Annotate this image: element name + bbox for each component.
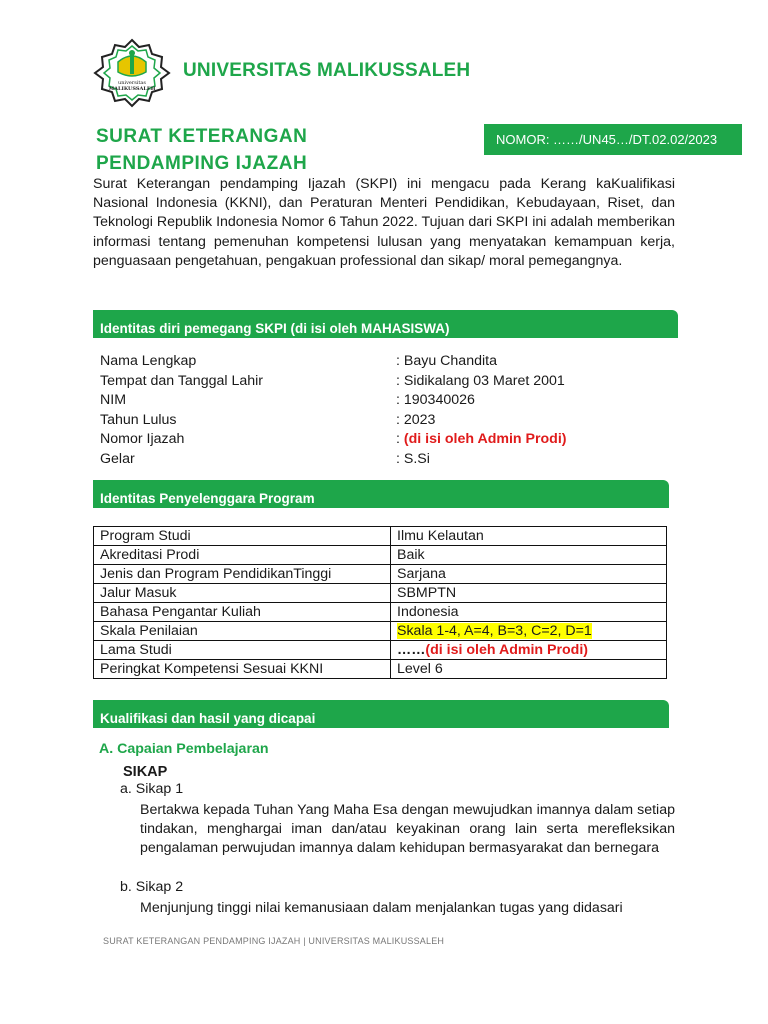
row-value: : Sidikalang 03 Maret 2001 [396,372,565,389]
document-title [96,123,307,177]
table-row [100,373,567,393]
svg-text:MALIKUSSALEH: MALIKUSSALEH [108,86,156,92]
table-row [94,603,667,622]
grading-scale-highlight: Skala 1-4, A=4, B=3, C=2, D=1 [397,623,592,639]
university-logo [92,38,172,108]
sikap-item-text: Menjunjung tinggi nilai kemanusiaan dalam menjalankan tugas yang didasari [140,900,623,916]
admin-note: (di isi oleh Admin Prodi) [425,642,589,658]
table-row [100,431,567,451]
table-row [94,660,667,679]
table-row [100,451,567,471]
table-row [100,412,567,432]
row-label: Nama Lengkap [100,353,197,369]
row-label: Tempat dan Tanggal Lahir [100,372,264,389]
sikap-item-label: a. Sikap 1 [120,781,184,797]
row-value: SBMPTN [391,584,667,603]
row-label: Jenis dan Program PendidikanTinggi [94,565,391,584]
table-row [94,527,667,546]
row-label: Akreditasi Prodi [94,546,391,565]
university-name: UNIVERSITAS MALIKUSSALEH [183,60,471,81]
row-value [391,622,667,641]
row-label: Program Studi [94,527,391,546]
page-footer: SURAT KETERANGAN PENDAMPING IJAZAH | UNIVERSITAS MALIKUSSALEH [103,936,445,946]
svg-text:universitas: universitas [118,80,146,86]
section-header-identity: Identitas diri pemegang SKPI (di isi oleh MAHASISWA) [93,310,678,338]
row-label: Peringkat Kompetensi Sesuai KKNI [94,660,391,679]
colon: : [396,431,404,448]
row-label: Skala Penilaian [94,622,391,641]
row-label: Tahun Lulus [100,411,177,428]
sikap-heading: SIKAP [123,764,168,780]
table-row [94,584,667,603]
row-value: : 190340026 [396,392,475,409]
table-row [94,641,667,660]
row-value: Level 6 [391,660,667,679]
subsection-learning-outcomes: A. Capaian Pembelajaran [99,741,269,757]
title-line-2: PENDAMPING IJAZAH [96,153,308,174]
sikap-item-text: Bertakwa kepada Tuhan Yang Maha Esa dengan mewujudkan imannya dalam setiap tindakan, menghargai iman dan/atau keyakinan orang lain serta merefleksikan pengalaman perwujudan imannya dalam kehidupan bermasyarakat dan bernegara [140,802,675,857]
admin-note: (di isi oleh Admin Prodi) [403,431,567,448]
row-value: : S.Si [396,450,430,467]
row-value: Indonesia [391,603,667,622]
row-value [396,431,567,451]
row-label: Lama Studi [94,641,391,660]
row-label: Jalur Masuk [94,584,391,603]
table-row [100,353,567,373]
table-row [94,622,667,641]
table-row [94,565,667,584]
row-label: NIM [100,392,127,409]
intro-paragraph: Surat Keterangan pendamping Ijazah (SKPI) ini mengacu pada Kerang kaKualifikasi Nasional Indonesia (KKNI), dan Peraturan Menteri Pendidikan, Kebudayaan, Riset, dan Teknologi Republik Indonesia Nomor 6 Tahun 2022. Tujuan dari SKPI ini adalah memberikan informasi tentang pemenuhan kompetensi lulusan yang menyatakan kemampuan kerja, penguasaan pengetahuan, pengakuan professional dan sikap/ moral pemegangnya. [93,176,675,269]
row-value: : Bayu Chandita [396,353,497,369]
row-value: Ilmu Kelautan [391,527,667,546]
row-label: Bahasa Pengantar Kuliah [94,603,391,622]
row-value: : 2023 [396,411,436,428]
section-header-qualification: Kualifikasi dan hasil yang dicapai [93,700,669,728]
row-value: Baik [391,546,667,565]
table-row [94,546,667,565]
row-label: Nomor Ijazah [100,431,185,448]
identity-table [100,353,567,471]
ellipsis: …… [397,642,426,658]
document-number-box: NOMOR: ……/UN45…/DT.02.02/2023 [484,124,742,155]
title-line-1: SURAT KETERANGAN [96,126,308,147]
row-value [391,641,667,660]
row-value: Sarjana [391,565,667,584]
program-table [93,526,667,679]
row-label: Gelar [100,450,135,467]
sikap-item-label: b. Sikap 2 [120,879,184,895]
section-header-program: Identitas Penyelenggara Program [93,480,669,508]
table-row [100,392,567,412]
